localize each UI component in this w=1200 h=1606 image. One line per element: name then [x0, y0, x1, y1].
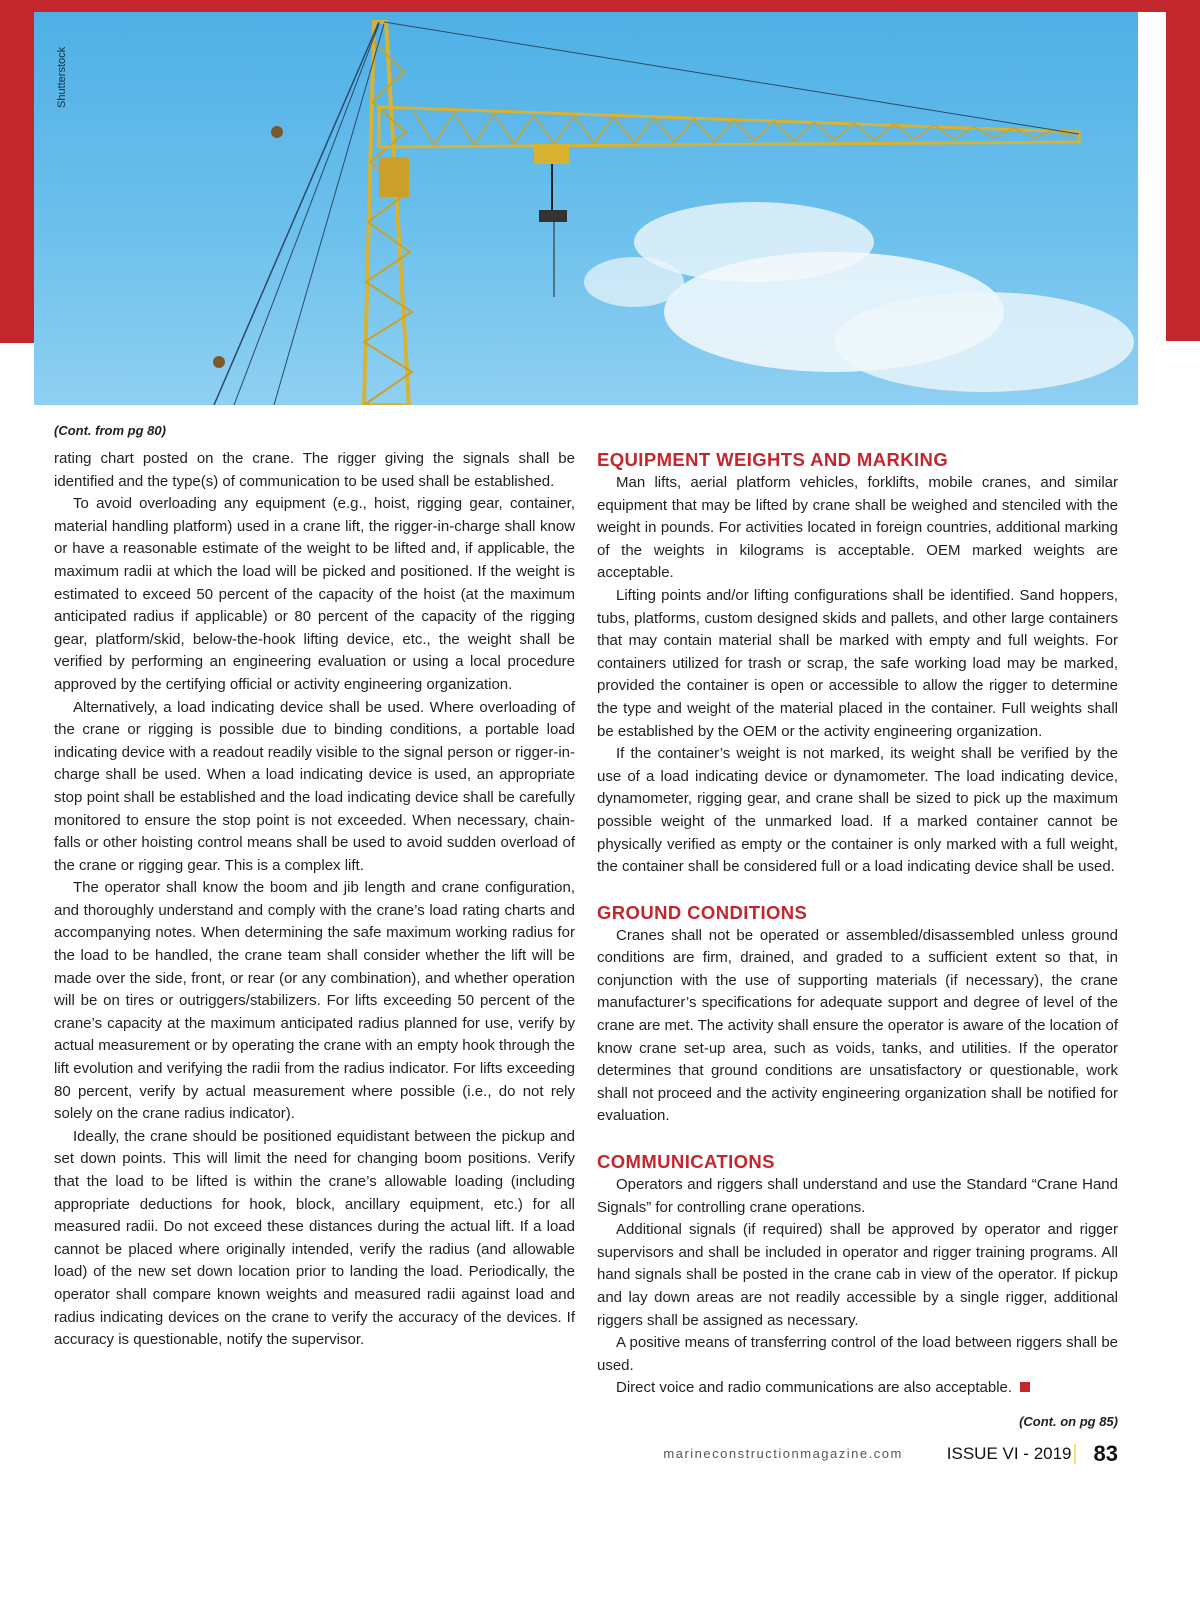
paragraph: To avoid overloading any equipment (e.g., hoist, rigging gear, container, material handling platform) used in a crane lift, the rigger-in-charge shall know or have a reasonable estimate of the weight to be lifted and, if applicable, the maximum radii at which the load will be picked and positioned. If the weight is estimated to exceed 50 percent of the capacity of the hoist (at the maximum anticipated radius if applicable) or 80 percent of the capacity of the rigging gear, platform/skid, below-the-hook lifting device, etc., the weight shall be verified by performing an engineering evaluation or using a local procedure approved by the certifying official or activity engineering organization. — [54, 495, 575, 693]
paragraph: Lifting points and/or lifting configurations shall be identified. Sand hoppers, tubs, platforms, custom designed skids and pallets, and other large containers that may contain material shall be marked with empty and full weights. For containers utilized for trash or scrap, the safe working load may be marked, provided the container is open or accessible to allow the rigger to determine the type and weight of the material placed in the container. Full weights shall be established by the OEM or the activity engineering organization. — [597, 586, 1118, 740]
page-number: 83 — [1093, 1440, 1118, 1466]
red-band-right — [1166, 0, 1200, 341]
paragraph: Additional signals (if required) shall be approved by operator and rigger supervisors and shall be included in operator and rigger training programs. All hand signals shall be posted in the crane cab in view of the operator. If pickup and lay down areas are not readily accessible by a single rigger, additional riggers shall be assigned as necessary. — [597, 1221, 1118, 1329]
paragraph: Ideally, the crane should be positioned equidistant between the pickup and set down points. This will limit the need for changing boom positions. Verify that the load to be lifted is within the crane’s allowable loading (including appropriate deductions for hook, block, ancillary equipment, etc.) for all measured radii. Do not exceed these distances during the actual lift. If a load cannot be placed where originally intended, verify the radius (and allowable load) of the new set down location prior to landing the load. Periodically, the operator shall compare known weights and measured radii against load and radius indicating devices on the crane to verify the accuracy of the devices. If accuracy is questionable, notify the supervisor. — [54, 1127, 575, 1349]
section-heading: GROUND CONDITIONS — [597, 901, 808, 923]
page-footer — [54, 1441, 1118, 1467]
red-band-top — [0, 0, 1200, 12]
right-column — [597, 448, 1118, 1400]
paragraph: Man lifts, aerial platform vehicles, forklifts, mobile cranes, and similar equipment that may be lifted by crane shall be weighed and stenciled with the weight in pounds. For activities located in foreign countries, additional marking of the weights in kilograms is acceptable. OEM marked weights are acceptable. — [597, 474, 1118, 582]
footer-divider — [1074, 1444, 1076, 1464]
end-mark-icon — [1020, 1382, 1030, 1392]
paragraph-text: Direct voice and radio communications are also acceptable. — [616, 1379, 1013, 1397]
issue-label: ISSUE VI - 2019 — [946, 1443, 1072, 1463]
crane-photo — [34, 12, 1138, 405]
continued-on-note: (Cont. on pg 85) — [1019, 1413, 1118, 1429]
paragraph-last — [597, 1377, 1118, 1400]
paragraph: A positive means of transferring control of the load between riggers shall be used. — [597, 1334, 1118, 1374]
section-heading: EQUIPMENT WEIGHTS AND MARKING — [597, 449, 949, 470]
section-heading: COMMUNICATIONS — [597, 1151, 775, 1173]
red-band-left — [0, 0, 34, 343]
paragraph: If the container’s weight is not marked, its weight shall be verified by the use of a load indicating device or dynamometer. The load indicating device, dynamometer, rigging gear, and crane shall be sized to pick up the maximum possible weight of the unmarked load. If a marked container cannot be physically verified as empty or the container is only marked with a full weight, the container shall be considered full or a load indicating device shall be used. — [597, 745, 1118, 876]
paragraph: Operators and riggers shall understand and use the Standard “Crane Hand Signals” for controlling crane operations. — [597, 1176, 1118, 1216]
left-column — [54, 448, 575, 1352]
continued-from-note: (Cont. from pg 80) — [54, 423, 166, 438]
photo-credit: Shutterstock — [56, 46, 68, 108]
paragraph: The operator shall know the boom and jib length and crane configuration, and thoroughly understand and comply with the crane’s load rating charts and accompanying notes. When determining the safe maximum working radius for the load to be handled, the crane team shall consider whether the lift will be made over the side, front, or rear (or any combination), and whether operation will be on tires or outriggers/stabilizers. For lifts exceeding 50 percent of the crane’s capacity at the maximum anticipated radius planned for use, verify by actual measurement or by operating the crane with an empty hook through the lift evolution and verifying the radii from the radius indicator. For lifts exceeding 80 percent, verify by actual measurement where possible (i.e., do not rely solely on the crane radius indicator). — [54, 879, 575, 1123]
footer-url[interactable]: marineconstructionmagazine.com — [663, 1446, 903, 1462]
paragraph: Cranes shall not be operated or assembled/disassembled unless ground conditions are firm, drained, and graded to a sufficient extent so that, in conjunction with the use of supporting materials (if necessary), the crane manufacturer’s specifications for adequate support and degree of level of the crane are met. The activity shall ensure the operator is aware of the location of know crane set-up area, such as voids, tanks, and utilities. If the operator determines that ground conditions are unsatisfactory or questionable, work shall not proceed and the activity engineering organization shall be notified for evaluation. — [597, 926, 1118, 1125]
crane-illustration — [34, 12, 1138, 405]
paragraph: rating chart posted on the crane. The rigger giving the signals shall be identified and the type(s) of communication to be used shall be established. — [54, 450, 575, 490]
paragraph: Alternatively, a load indicating device shall be used. Where overloading of the crane or rigging is possible due to binding conditions, a portable load indicating device with a readout readily visible to the signal person or rigger-in-charge shall be used. When a load indicating device is used, an appropriate stop point shall be established and the load indicating device shall be carefully monitored to ensure the stop point is not exceeded. When necessary, chain-falls or other hoisting control means shall be used to avoid sudden overload of the crane or rigging gear. This is a complex lift. — [54, 698, 575, 874]
article-body — [54, 448, 1118, 1507]
